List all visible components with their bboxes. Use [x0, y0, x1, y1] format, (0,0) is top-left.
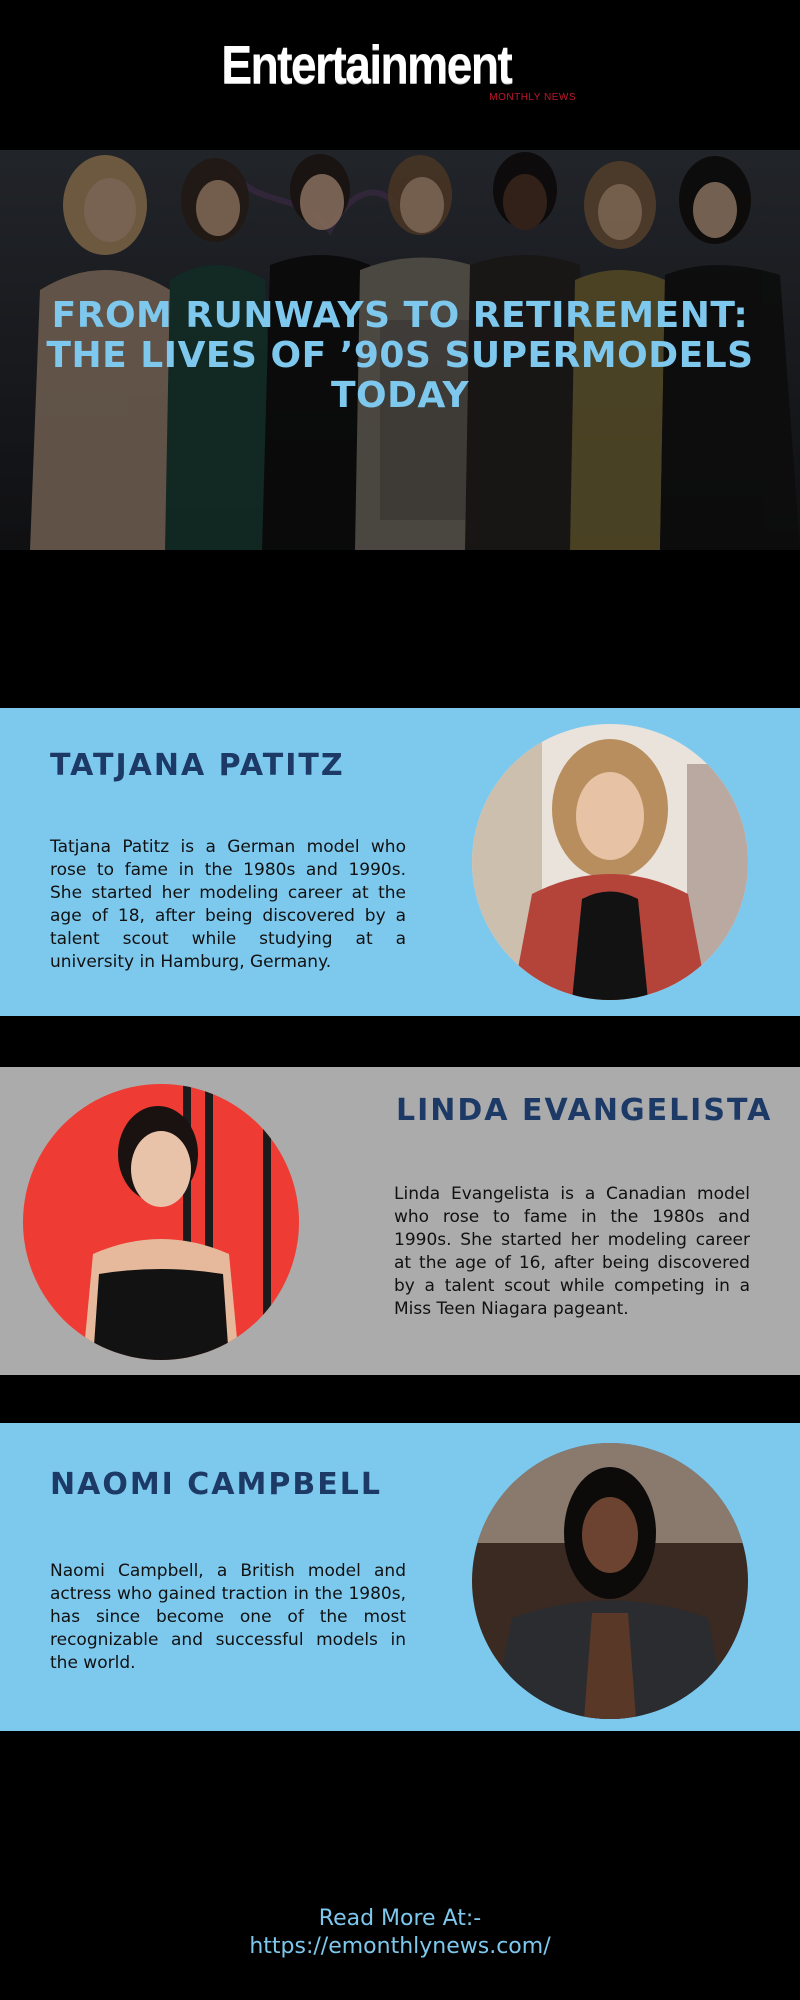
- hero-banner: [0, 150, 800, 550]
- read-more-footer: [0, 1905, 800, 1961]
- hero-title: FROM RUNWAYS TO RETIREMENT: THE LIVES OF ’90S SUPERMODELS TODAY: [46, 295, 754, 416]
- logo-subtitle: MONTHLY NEWS: [489, 92, 576, 103]
- profile-name: NAOMI CAMPBELL: [50, 1467, 382, 1502]
- site-header: [0, 0, 800, 150]
- profile-portrait: [472, 1443, 748, 1719]
- logo-wordmark: Entertainment: [221, 35, 512, 95]
- profile-name: TATJANA PATITZ: [50, 748, 345, 783]
- profile-card-naomi-campbell: [0, 1423, 800, 1731]
- profile-portrait: [472, 724, 748, 1000]
- read-more-link[interactable]: https://emonthlynews.com/: [249, 1934, 551, 1959]
- profile-bio: Naomi Campbell, a British model and actress who gained traction in the 1980s, has since become one of the most recognizable and successful models in the world.: [50, 1561, 406, 1673]
- read-more-label: Read More At:-: [318, 1906, 482, 1931]
- profile-card-tatjana-patitz: [0, 708, 800, 1016]
- profile-bio: Tatjana Patitz is a German model who rose to fame in the 1980s and 1990s. She started her modeling career at the age of 18, after being discovered by a talent scout while studying at a university in Hamburg, Germany.: [50, 837, 406, 972]
- profile-portrait: [23, 1084, 299, 1360]
- entertainment-logo[interactable]: [220, 34, 580, 108]
- profile-name: LINDA EVANGELISTA: [396, 1093, 773, 1128]
- profile-bio: Linda Evangelista is a Canadian model who rose to fame in the 1980s and 1990s. She started her modeling career at the age of 16, after being discovered by a talent scout while competing in a Miss Teen Niagara pageant.: [394, 1184, 750, 1319]
- profile-card-linda-evangelista: [0, 1067, 800, 1375]
